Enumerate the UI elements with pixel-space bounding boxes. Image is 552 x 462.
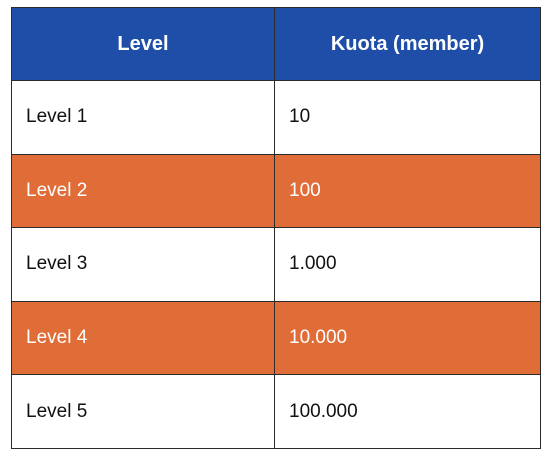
cell-level: Level 4: [12, 301, 275, 375]
table-row: [12, 375, 541, 449]
table-header-row: [12, 8, 541, 81]
table-row: [12, 301, 541, 375]
cell-level: Level 2: [12, 154, 275, 228]
table-row: [12, 228, 541, 302]
cell-quota: 100: [275, 154, 541, 228]
cell-level: Level 1: [12, 81, 275, 155]
header-quota: Kuota (member): [275, 8, 541, 81]
cell-quota: 10: [275, 81, 541, 155]
quota-table: [11, 7, 541, 449]
header-level: Level: [12, 8, 275, 81]
cell-level: Level 3: [12, 228, 275, 302]
table-row: [12, 154, 541, 228]
table-row: [12, 81, 541, 155]
cell-quota: 10.000: [275, 301, 541, 375]
cell-quota: 1.000: [275, 228, 541, 302]
cell-level: Level 5: [12, 375, 275, 449]
cell-quota: 100.000: [275, 375, 541, 449]
